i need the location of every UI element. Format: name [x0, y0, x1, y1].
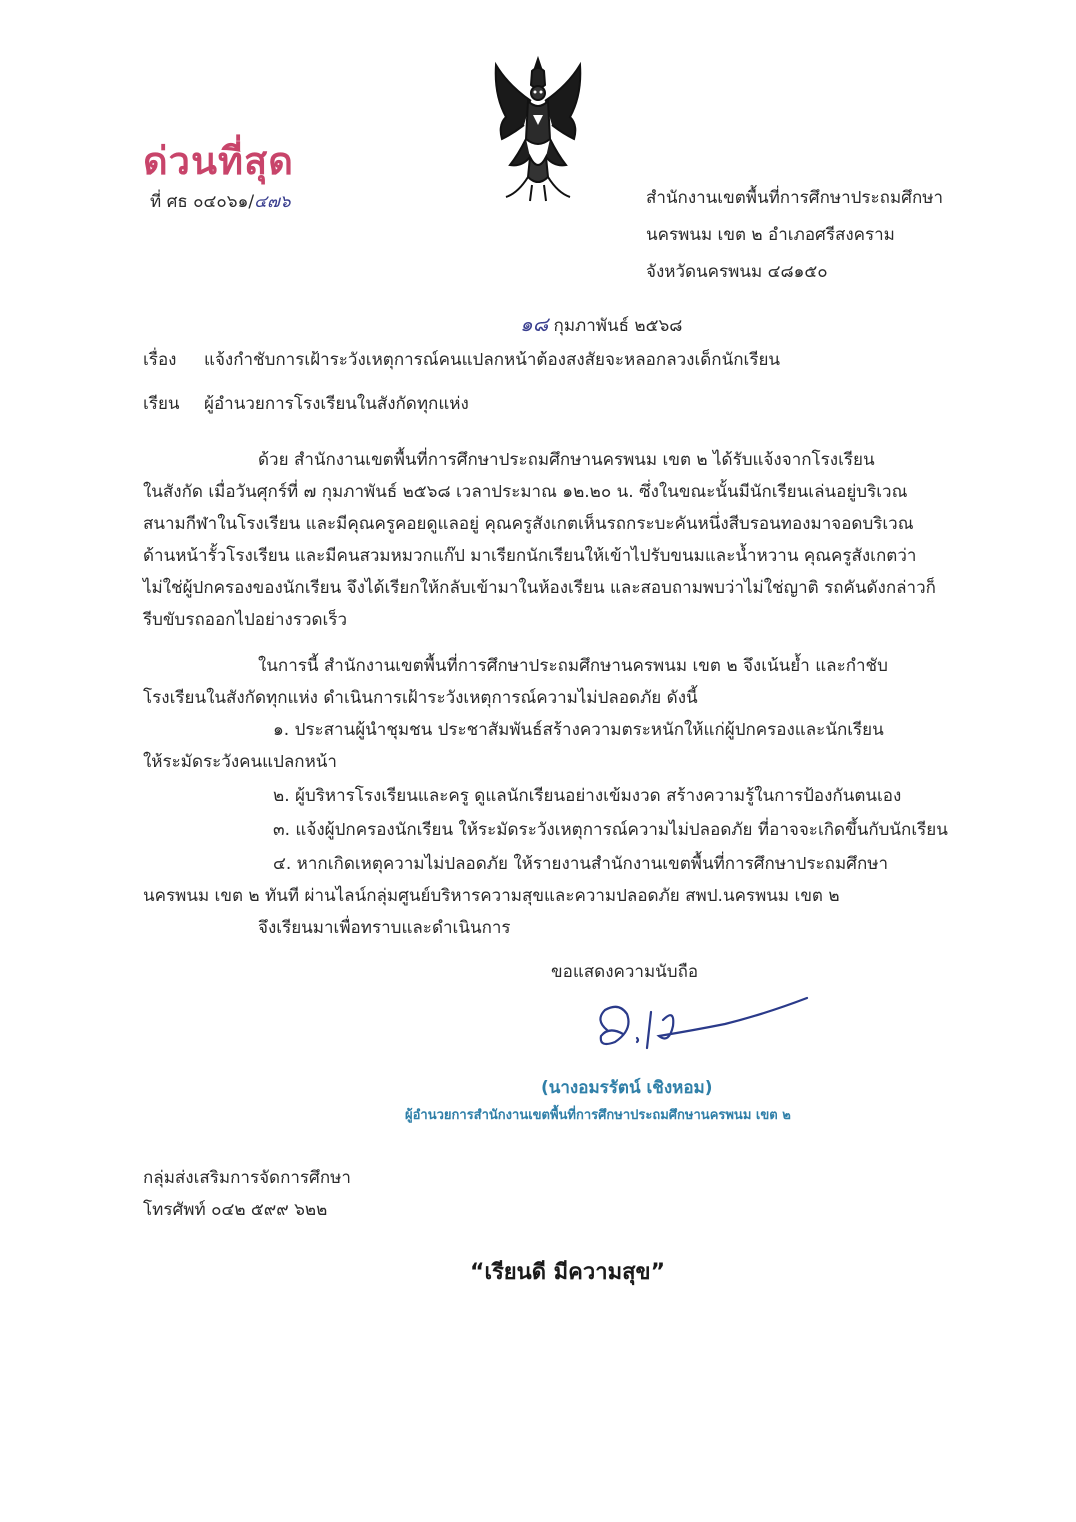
- document-number: [150, 188, 291, 215]
- item-4-line: ๔. หากเกิดเหตุความไม่ปลอดภัย ให้รายงานสำนักงานเขตพื้นที่การศึกษาประถมศึกษา: [273, 854, 888, 874]
- subject-label: เรื่อง: [143, 350, 177, 370]
- item-2: ๒. ผู้บริหารโรงเรียนและครู ดูแลนักเรียนอย่างเข้มงวด สร้างความรู้ในการป้องกันตนเอง: [273, 786, 902, 806]
- office-line-1: สำนักงานเขตพื้นที่การศึกษาประถมศึกษา: [646, 188, 944, 208]
- para2-line: ในการนี้ สำนักงานเขตพื้นที่การศึกษาประถมศึกษานครพนม เขต ๒ จึงเน้นย้ำ และกำชับ: [258, 656, 888, 676]
- item-3: ๓. แจ้งผู้ปกครองนักเรียน ให้ระมัดระวังเหตุการณ์ความไม่ปลอดภัย ที่อาจจะเกิดขึ้นกับนักเรียน: [273, 820, 948, 840]
- item-1-line: ให้ระมัดระวังคนแปลกหน้า: [143, 752, 337, 772]
- signatory-name: (นางอมรรัตน์ เชิงหอม): [541, 1078, 713, 1098]
- office-line-2: นครพนม เขต ๒ อำเภอศรีสงคราม: [646, 225, 895, 245]
- footer-phone: โทรศัพท์ ๐๔๒ ๕๙๙ ๖๒๒: [143, 1200, 328, 1220]
- footer-department: กลุ่มส่งเสริมการจัดการศึกษา: [143, 1168, 351, 1188]
- signatory-position: ผู้อำนวยการสำนักงานเขตพื้นที่การศึกษาประถมศึกษานครพนม เขต ๒: [405, 1108, 791, 1123]
- para1-line: สนามกีฬาในโรงเรียน และมีคุณครูคอยดูแลอยู่ คุณครูสังเกตเห็นรถกระบะคันหนึ่งสีบรอนทองมาจอดบริเวณ: [143, 514, 914, 534]
- document-number-prefix: ที่ ศธ ๐๔๐๖๑/: [150, 192, 255, 212]
- item-4-line: นครพนม เขต ๒ ทันที ผ่านไลน์กลุ่มศูนย์บริหารความสุขและความปลอดภัย สพป.นครพนม เขต ๒: [143, 886, 840, 906]
- para1-line: ด้วย สำนักงานเขตพื้นที่การศึกษาประถมศึกษานครพนม เขต ๒ ได้รับแจ้งจากโรงเรียน: [258, 450, 875, 470]
- closing-line: จึงเรียนมาเพื่อทราบและดำเนินการ: [258, 918, 511, 938]
- handwritten-signature: [585, 990, 810, 1065]
- regards-text: ขอแสดงความนับถือ: [551, 962, 699, 982]
- office-line-3: จังหวัดนครพนม ๔๘๑๕๐: [646, 262, 828, 282]
- para1-line: ในสังกัด เมื่อวันศุกร์ที่ ๗ กุมภาพันธ์ ๒๕๖๘ เวลาประมาณ ๑๒.๒๐ น. ซึ่งในขณะนั้นมีนักเรียนเล่นอยู่บริเวณ: [143, 482, 908, 502]
- slogan: “เรียนดี มีความสุข”: [470, 1260, 666, 1285]
- date-month-year: กุมภาพันธ์ ๒๕๖๘: [553, 316, 683, 336]
- document-number-handwritten: ๔๗๖: [254, 192, 291, 212]
- urgent-stamp: ด่วนที่สุด: [143, 139, 294, 183]
- item-1-line: ๑. ประสานผู้นำชุมชน ประชาสัมพันธ์สร้างความตระหนักให้แก่ผู้ปกครองและนักเรียน: [273, 720, 884, 740]
- salutation-label: เรียน: [143, 394, 180, 414]
- date-day-handwritten: ๑๘: [520, 312, 549, 336]
- para1-line: ด้านหน้ารั้วโรงเรียน และมีคนสวมหมวกแก๊ป มาเรียกนักเรียนให้เข้าไปรับขนมและน้ำหวาน คุณครูสังเกตว่า: [143, 546, 917, 566]
- para2-line: โรงเรียนในสังกัดทุกแห่ง ดำเนินการเฝ้าระวังเหตุการณ์ความไม่ปลอดภัย ดังนี้: [143, 688, 698, 708]
- para1-line: รีบขับรถออกไปอย่างรวดเร็ว: [143, 610, 348, 630]
- salutation-text: ผู้อำนวยการโรงเรียนในสังกัดทุกแห่ง: [204, 394, 469, 414]
- para1-line: ไม่ใช่ผู้ปกครองของนักเรียน จึงได้เรียกให้กลับเข้ามาในห้องเรียน และสอบถามพบว่าไม่ใช่ญาติ รถคันดังกล่าวก็: [143, 578, 936, 598]
- subject-text: แจ้งกำชับการเฝ้าระวังเหตุการณ์คนแปลกหน้าต้องสงสัยจะหลอกลวงเด็กนักเรียน: [204, 350, 781, 370]
- document-date: [520, 308, 682, 340]
- garuda-emblem: [488, 55, 588, 205]
